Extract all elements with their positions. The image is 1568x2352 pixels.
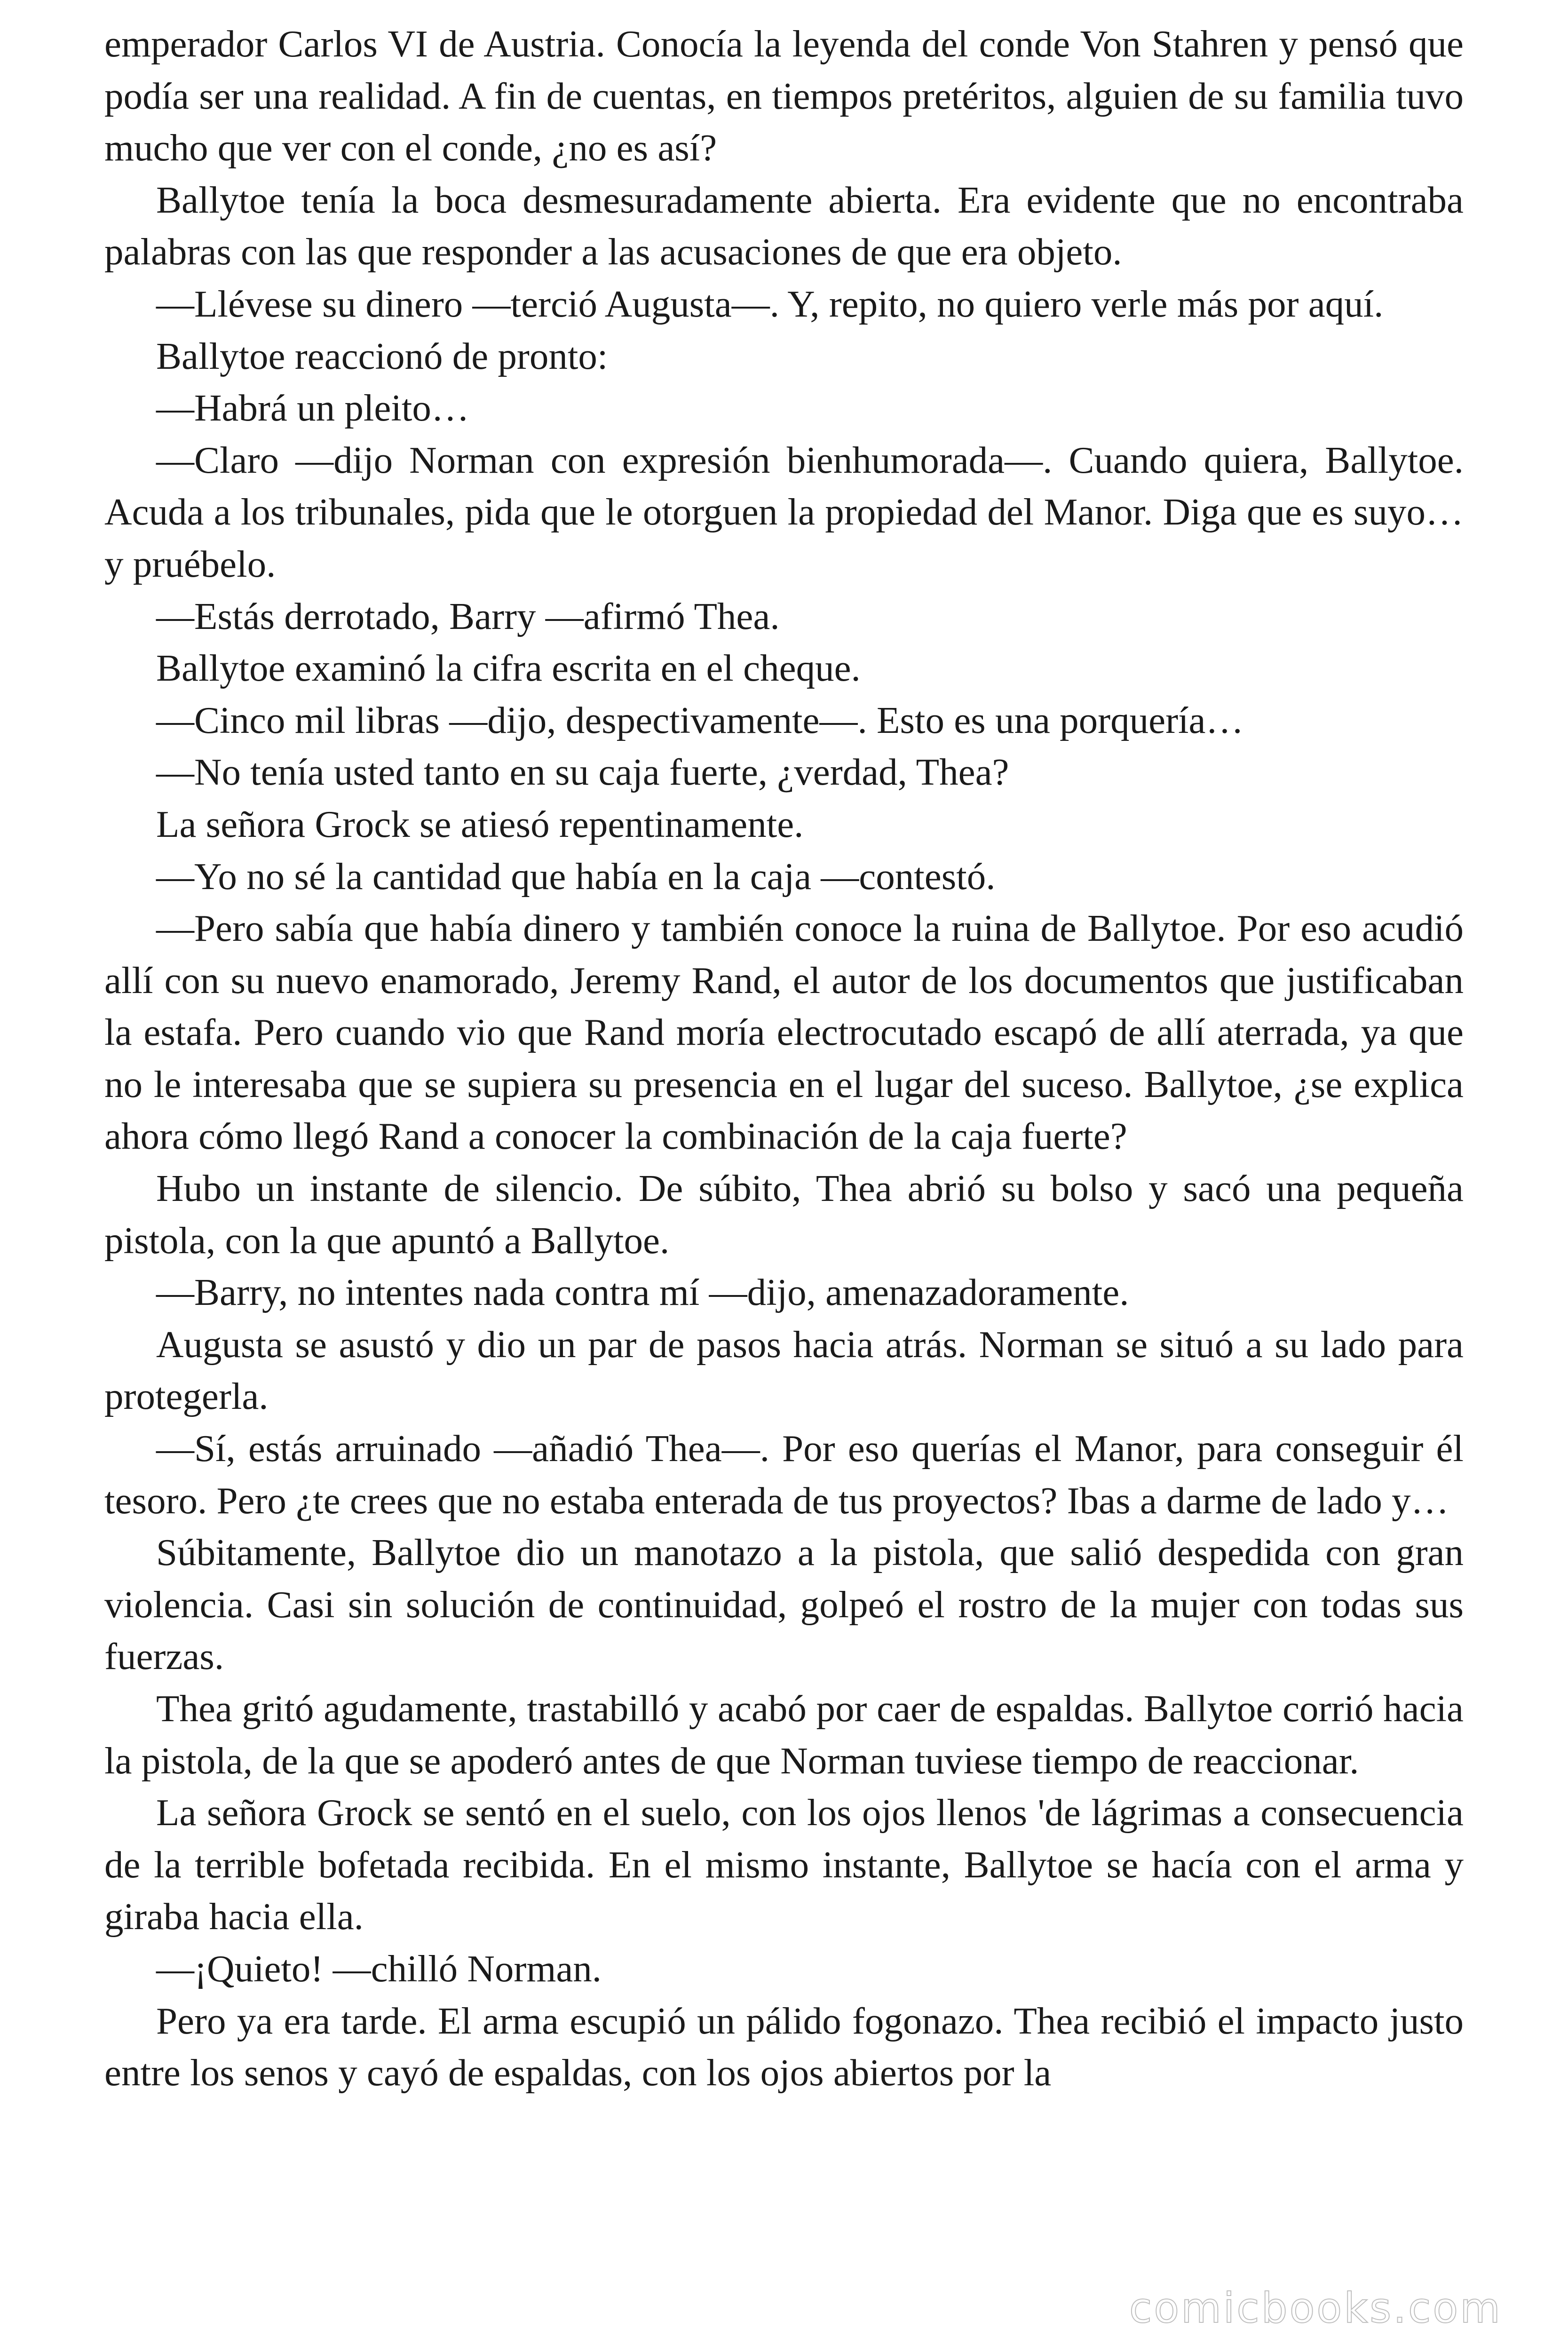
paragraph: —Cinco mil libras —dijo, despectivamente—. Esto es una porquería…: [156, 699, 1244, 741]
paragraph: Pero ya era tarde. El arma escupió un pálido fogonazo. Thea recibió el impacto justo entre los senos y cayó de espaldas, con los ojos abiertos por la: [104, 1999, 1464, 2094]
paragraph: Ballytoe reaccionó de pronto:: [156, 334, 608, 377]
paragraph: —No tenía usted tanto en su caja fuerte, ¿verdad, Thea?: [156, 751, 1009, 794]
paragraph: Thea gritó agudamente, trastabilló y acabó por caer de espaldas. Ballytoe corrió hacia la pistola, de la que se apoderó antes de que Norman tuviese tiempo de reaccionar.: [104, 1687, 1464, 1782]
paragraph: —Habrá un pleito…: [156, 387, 469, 429]
paragraph: —Pero sabía que había dinero y también conoce la ruina de Ballytoe. Por eso acudió allí con su nuevo enamorado, Jeremy Rand, el autor de los documentos que justificaban la estafa. Pero cuando vio que Rand moría electrocutado escapó de allí aterrada, ya que no le interesaba que se supiera su presencia en el lugar del suceso. Ballytoe, ¿se explica ahora cómo llegó Rand a conocer la combinación de la caja fuerte?: [104, 907, 1464, 1158]
paragraph: Augusta se asustó y dio un par de pasos hacia atrás. Norman se situó a su lado para protegerla.: [104, 1323, 1464, 1418]
paragraph: La señora Grock se sentó en el suelo, con los ojos llenos 'de lágrimas a consecuencia de la terrible bofetada recibida. En el mismo instante, Ballytoe se hacía con el arma y giraba hacia ella.: [104, 1791, 1464, 1938]
paragraph: Ballytoe examinó la cifra escrita en el cheque.: [156, 647, 861, 690]
paragraph: Ballytoe tenía la boca desmesuradamente abierta. Era evidente que no encontraba palabras con las que responder a las acusaciones de que era objeto.: [104, 178, 1464, 273]
paragraph: —Llévese su dinero —terció Augusta—. Y, repito, no quiero verle más por aquí.: [156, 282, 1384, 325]
paragraph: —Sí, estás arruinado —añadió Thea—. Por eso querías el Manor, para conseguir él tesoro. Pero ¿te crees que no estaba enterada de tus proyectos? Ibas a darme de lado y…: [104, 1427, 1464, 1522]
paragraph: —Claro —dijo Norman con expresión bienhumorada—. Cuando quiera, Ballytoe. Acuda a los tribunales, pida que le otorguen la propiedad del Manor. Diga que es suyo… y pruébelo.: [104, 438, 1464, 585]
watermark-logo: comicbooks.com: [1129, 2284, 1502, 2332]
paragraph: —Barry, no intentes nada contra mí —dijo, amenazadoramente.: [156, 1271, 1129, 1314]
paragraph: La señora Grock se atiesó repentinamente.: [156, 803, 804, 845]
paragraph: Súbitamente, Ballytoe dio un manotazo a la pistola, que salió despedida con gran violencia. Casi sin solución de continuidad, golpeó el rostro de la mujer con todas sus fuerzas.: [104, 1531, 1464, 1678]
paragraph: Hubo un instante de silencio. De súbito, Thea abrió su bolso y sacó una pequeña pistola, con la que apuntó a Ballytoe.: [104, 1167, 1464, 1262]
book-page-text: [104, 18, 1464, 2099]
paragraph: emperador Carlos VI de Austria. Conocía la leyenda del conde Von Stahren y pensó que podía ser una realidad. A fin de cuentas, en tiempos pretéritos, alguien de su familia tuvo mucho que ver con el conde, ¿no es así?: [104, 23, 1464, 169]
paragraph: —Yo no sé la cantidad que había en la caja —contestó.: [156, 855, 996, 898]
paragraph: —Estás derrotado, Barry —afirmó Thea.: [156, 595, 780, 637]
paragraph: —¡Quieto! —chilló Norman.: [156, 1947, 602, 1990]
